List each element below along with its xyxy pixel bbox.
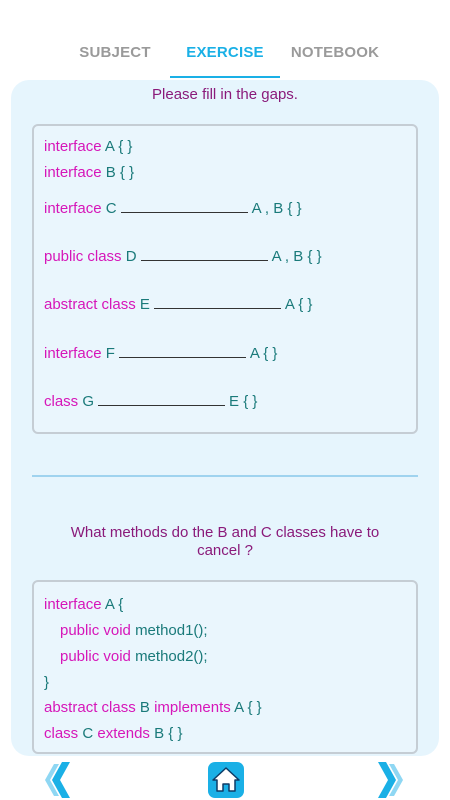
tab-bar	[0, 32, 450, 78]
chevron-right-icon	[368, 760, 408, 800]
tab-subject[interactable]: SUBJECT	[79, 44, 151, 61]
exercise1-code-box	[32, 124, 418, 434]
code-line: interface A { }	[44, 138, 133, 155]
code-line: class C extends B { }	[44, 725, 183, 742]
home-icon	[208, 762, 244, 798]
code-line: interface F A { }	[44, 345, 278, 362]
gap-input-f[interactable]	[119, 344, 246, 358]
tab-notebook[interactable]: NOTEBOOK	[290, 44, 380, 61]
home-button[interactable]	[208, 762, 244, 798]
code-line: public class D A , B { }	[44, 248, 322, 265]
exercise2-title-line1: What methods do the B and C classes have to	[70, 524, 380, 541]
gap-input-e[interactable]	[154, 295, 281, 309]
section-divider	[32, 475, 418, 477]
tab-exercise[interactable]: EXERCISE	[170, 32, 280, 78]
chevron-left-icon	[40, 760, 80, 800]
code-line: abstract class E A { }	[44, 296, 313, 313]
code-line: class G E { }	[44, 393, 258, 410]
gap-input-d[interactable]	[141, 247, 268, 261]
gap-input-c[interactable]	[121, 199, 248, 213]
exercise2-title-line2: cancel ?	[197, 542, 253, 559]
code-line: public void method1();	[60, 622, 208, 639]
next-button[interactable]	[368, 760, 408, 800]
gap-input-g[interactable]	[98, 392, 225, 406]
exercise-panel	[11, 80, 439, 756]
code-line: public void method2();	[60, 648, 208, 665]
exercise1-title: Please fill in the gaps.	[152, 86, 298, 103]
code-line: interface B { }	[44, 164, 135, 181]
code-line: interface C A , B { }	[44, 200, 302, 217]
code-line: interface A {	[44, 596, 124, 613]
exercise2-code-box	[32, 580, 418, 754]
code-line: abstract class B implements A { }	[44, 699, 262, 716]
code-line: }	[44, 674, 50, 691]
prev-button[interactable]	[40, 760, 80, 800]
